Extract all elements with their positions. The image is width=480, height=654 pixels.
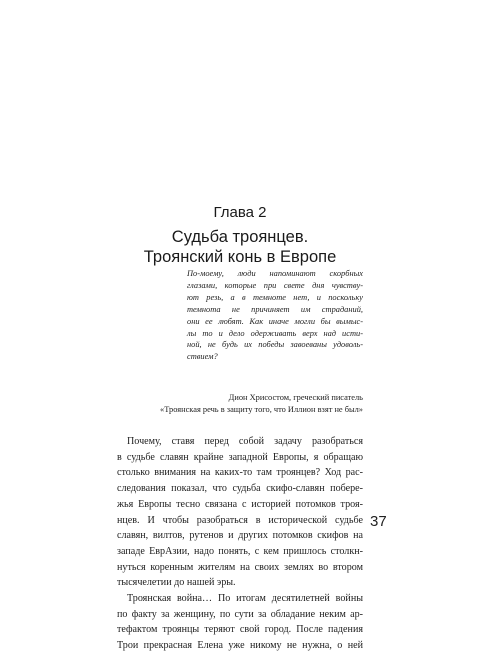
epigraph — [187, 268, 363, 363]
paragraph-2-line: тефактом троянцы теряют свой город. После падения — [117, 624, 363, 636]
epigraph-line: глазами, которые при свете дня чувству- — [187, 280, 363, 290]
epigraph-line: ствием? — [187, 352, 218, 362]
epigraph-line: лы то и дело одерживать верх над исти- — [187, 328, 363, 338]
paragraph-2-line: по факту за женщину, по сути за обладание неким ар- — [117, 608, 363, 620]
paragraph-1-line: славян, вилтов, рутенов и других потомков скифов на — [117, 530, 363, 542]
chapter-label: Глава 2 — [213, 204, 267, 221]
epigraph-line: темнота не причиняет им страданий, — [187, 304, 363, 314]
paragraph-1-line: Почему, ставя перед собой задачу разобраться — [127, 436, 363, 447]
paragraph-1-line: жья Европы тесно связана с историей потомков троя- — [117, 498, 363, 510]
paragraph-1-line: следования показал, что судьба скифо-славян побере- — [117, 483, 363, 495]
epigraph-attribution — [150, 392, 363, 416]
paragraph-1-line: тысячелетии до нашей эры. — [117, 577, 236, 589]
chapter-title-line-1: Судьба троянцев. — [171, 228, 309, 246]
attribution-author: Дион Хрисостом, греческий писатель — [228, 393, 363, 402]
paragraph-2-line: Троянская война… По итогам десятилетней войны — [127, 593, 363, 605]
paragraph-1-line: нуться коренным жителям на своих землях во втором — [117, 561, 363, 573]
paragraph-1-line: нцев. И чтобы разобраться в исторической судьбе — [117, 514, 363, 526]
paragraph-2-line: Трои прекрасная Елена уже никому не нужна, о ней — [117, 640, 363, 652]
epigraph-line: ной, не будь их победы завоеваны удоволь- — [187, 340, 363, 350]
chapter-title-line-2: Троянский конь в Европе — [143, 248, 337, 266]
epigraph-line: ют резь, а в темноте нет, и поскольку — [187, 292, 363, 302]
paragraph-1-line: столько внимания на каких-то там троянцев? Ход рас- — [117, 467, 363, 479]
page-number: 37 — [370, 513, 387, 530]
epigraph-line: По-моему, люди напоминают скорбных — [187, 269, 363, 278]
attribution-source: «Троянская речь в защиту того, что Иллион взят не был» — [160, 405, 363, 414]
chapter-title — [0, 227, 480, 267]
paragraph-1-line: западе ЕврАзии, надо понять, с кем пришлось столкн- — [117, 545, 363, 557]
epigraph-line: они ее любят. Как иначе могли бы вымыс- — [187, 316, 363, 326]
body-text — [117, 434, 363, 654]
paragraph-1-line: в судьбе славян крайне западной Европы, я обращаю — [117, 451, 363, 463]
